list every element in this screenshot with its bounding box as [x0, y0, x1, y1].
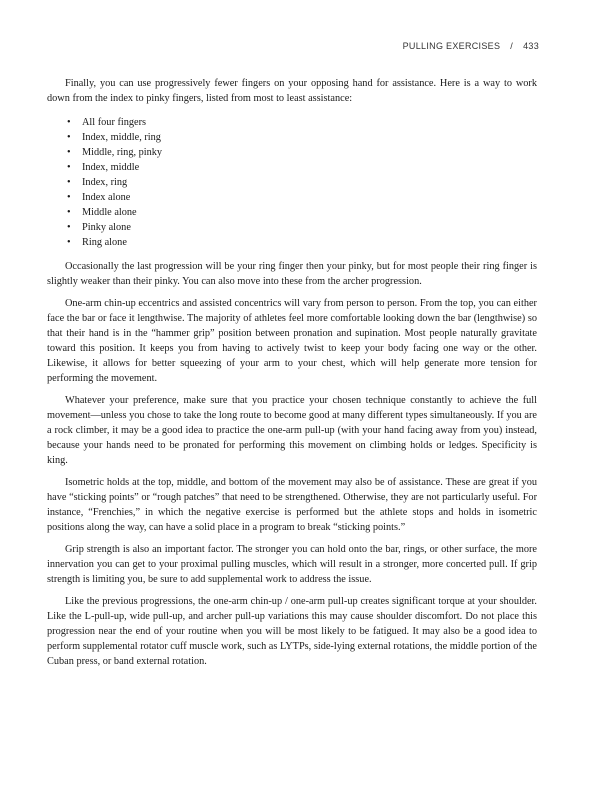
- list-item: • All four fingers: [67, 115, 537, 130]
- list-item: • Index, ring: [67, 175, 537, 190]
- body-paragraph: Grip strength is also an important factor. The stronger you can hold onto the bar, rings, or other surface, the more innervation you can get to your proximal pulling muscles, which will result in a stronger, more concerted pull. If grip strength is limiting you, be sure to add supplemental work to address the issue.: [47, 544, 537, 585]
- list-item: • Middle, ring, pinky: [67, 145, 537, 160]
- body-paragraph: Like the previous progressions, the one-arm chin-up / one-arm pull-up creates significant torque at your shoulder. Like the L-pull-up, wide pull-up, and archer pull-up variations this may cause shoulder discomfort. Do not place this progression near the end of your routine when you will be most likely to be fatigued. It may also be a good idea to perform supplemental rotator cuff muscle work, such as LYTPs, side-lying external rotations, the middle portion of the Cuban press, or band external rotation.: [47, 596, 537, 667]
- body-paragraph: One-arm chin-up eccentrics and assisted concentrics will vary from person to person. From the top, you can either face the bar or face it lengthwise. The majority of athletes feel more comfortable looking down the bar (lengthwise) so that their hand is in the “hammer grip” position between pronation and supination. Most people naturally gravitate toward this position. It keeps you from having to actively twist to keep your body facing one way or the other. Likewise, it allows for better squeezing of your arm to your chest, which will help generate more tension for performing the movement.: [47, 298, 537, 384]
- list-item: • Middle alone: [67, 205, 537, 220]
- page-body: [47, 76, 537, 676]
- list-item: • Pinky alone: [67, 220, 537, 235]
- list-item: • Index, middle: [67, 160, 537, 175]
- list-item: • Index, middle, ring: [67, 130, 537, 145]
- body-paragraph: Occasionally the last progression will be your ring finger then your pinky, but for most people their ring finger is slightly weaker than their pinky. You can also move into these from the archer progression.: [47, 261, 537, 287]
- page-number: 433: [523, 41, 539, 51]
- section-title: PULLING EXERCISES: [402, 41, 501, 51]
- list-item: • Ring alone: [67, 235, 537, 250]
- list-item: • Index alone: [67, 190, 537, 205]
- body-paragraph: Isometric holds at the top, middle, and bottom of the movement may also be of assistance. These are great if you have “sticking points” or “rough patches” that need to be strengthened. Otherwise, they are not particularly useful. For instance, “Frenchies,” in which the negative exercise is performed but the athlete stops and holds in isometric positions along the way, can have a solid place in a program to break “sticking points.”: [47, 477, 537, 533]
- intro-paragraph: Finally, you can use progressively fewer fingers on your opposing hand for assistance. Here is a way to work down from the index to pinky fingers, listed from most to least assistance:: [47, 78, 537, 104]
- body-paragraph: Whatever your preference, make sure that you practice your chosen technique constantly to achieve the full movement—unless you chose to take the long route to become good at many different types simultaneously. If you are a rock climber, it may be a good idea to practice the one-arm pull-up (with your hand facing away from you) instead, because your hands need to be pronated for performing this movement on climbing holds or ledges. Specificity is king.: [47, 395, 537, 466]
- running-head: [403, 41, 539, 51]
- header-separator: /: [510, 41, 514, 51]
- finger-assistance-list: [47, 115, 537, 250]
